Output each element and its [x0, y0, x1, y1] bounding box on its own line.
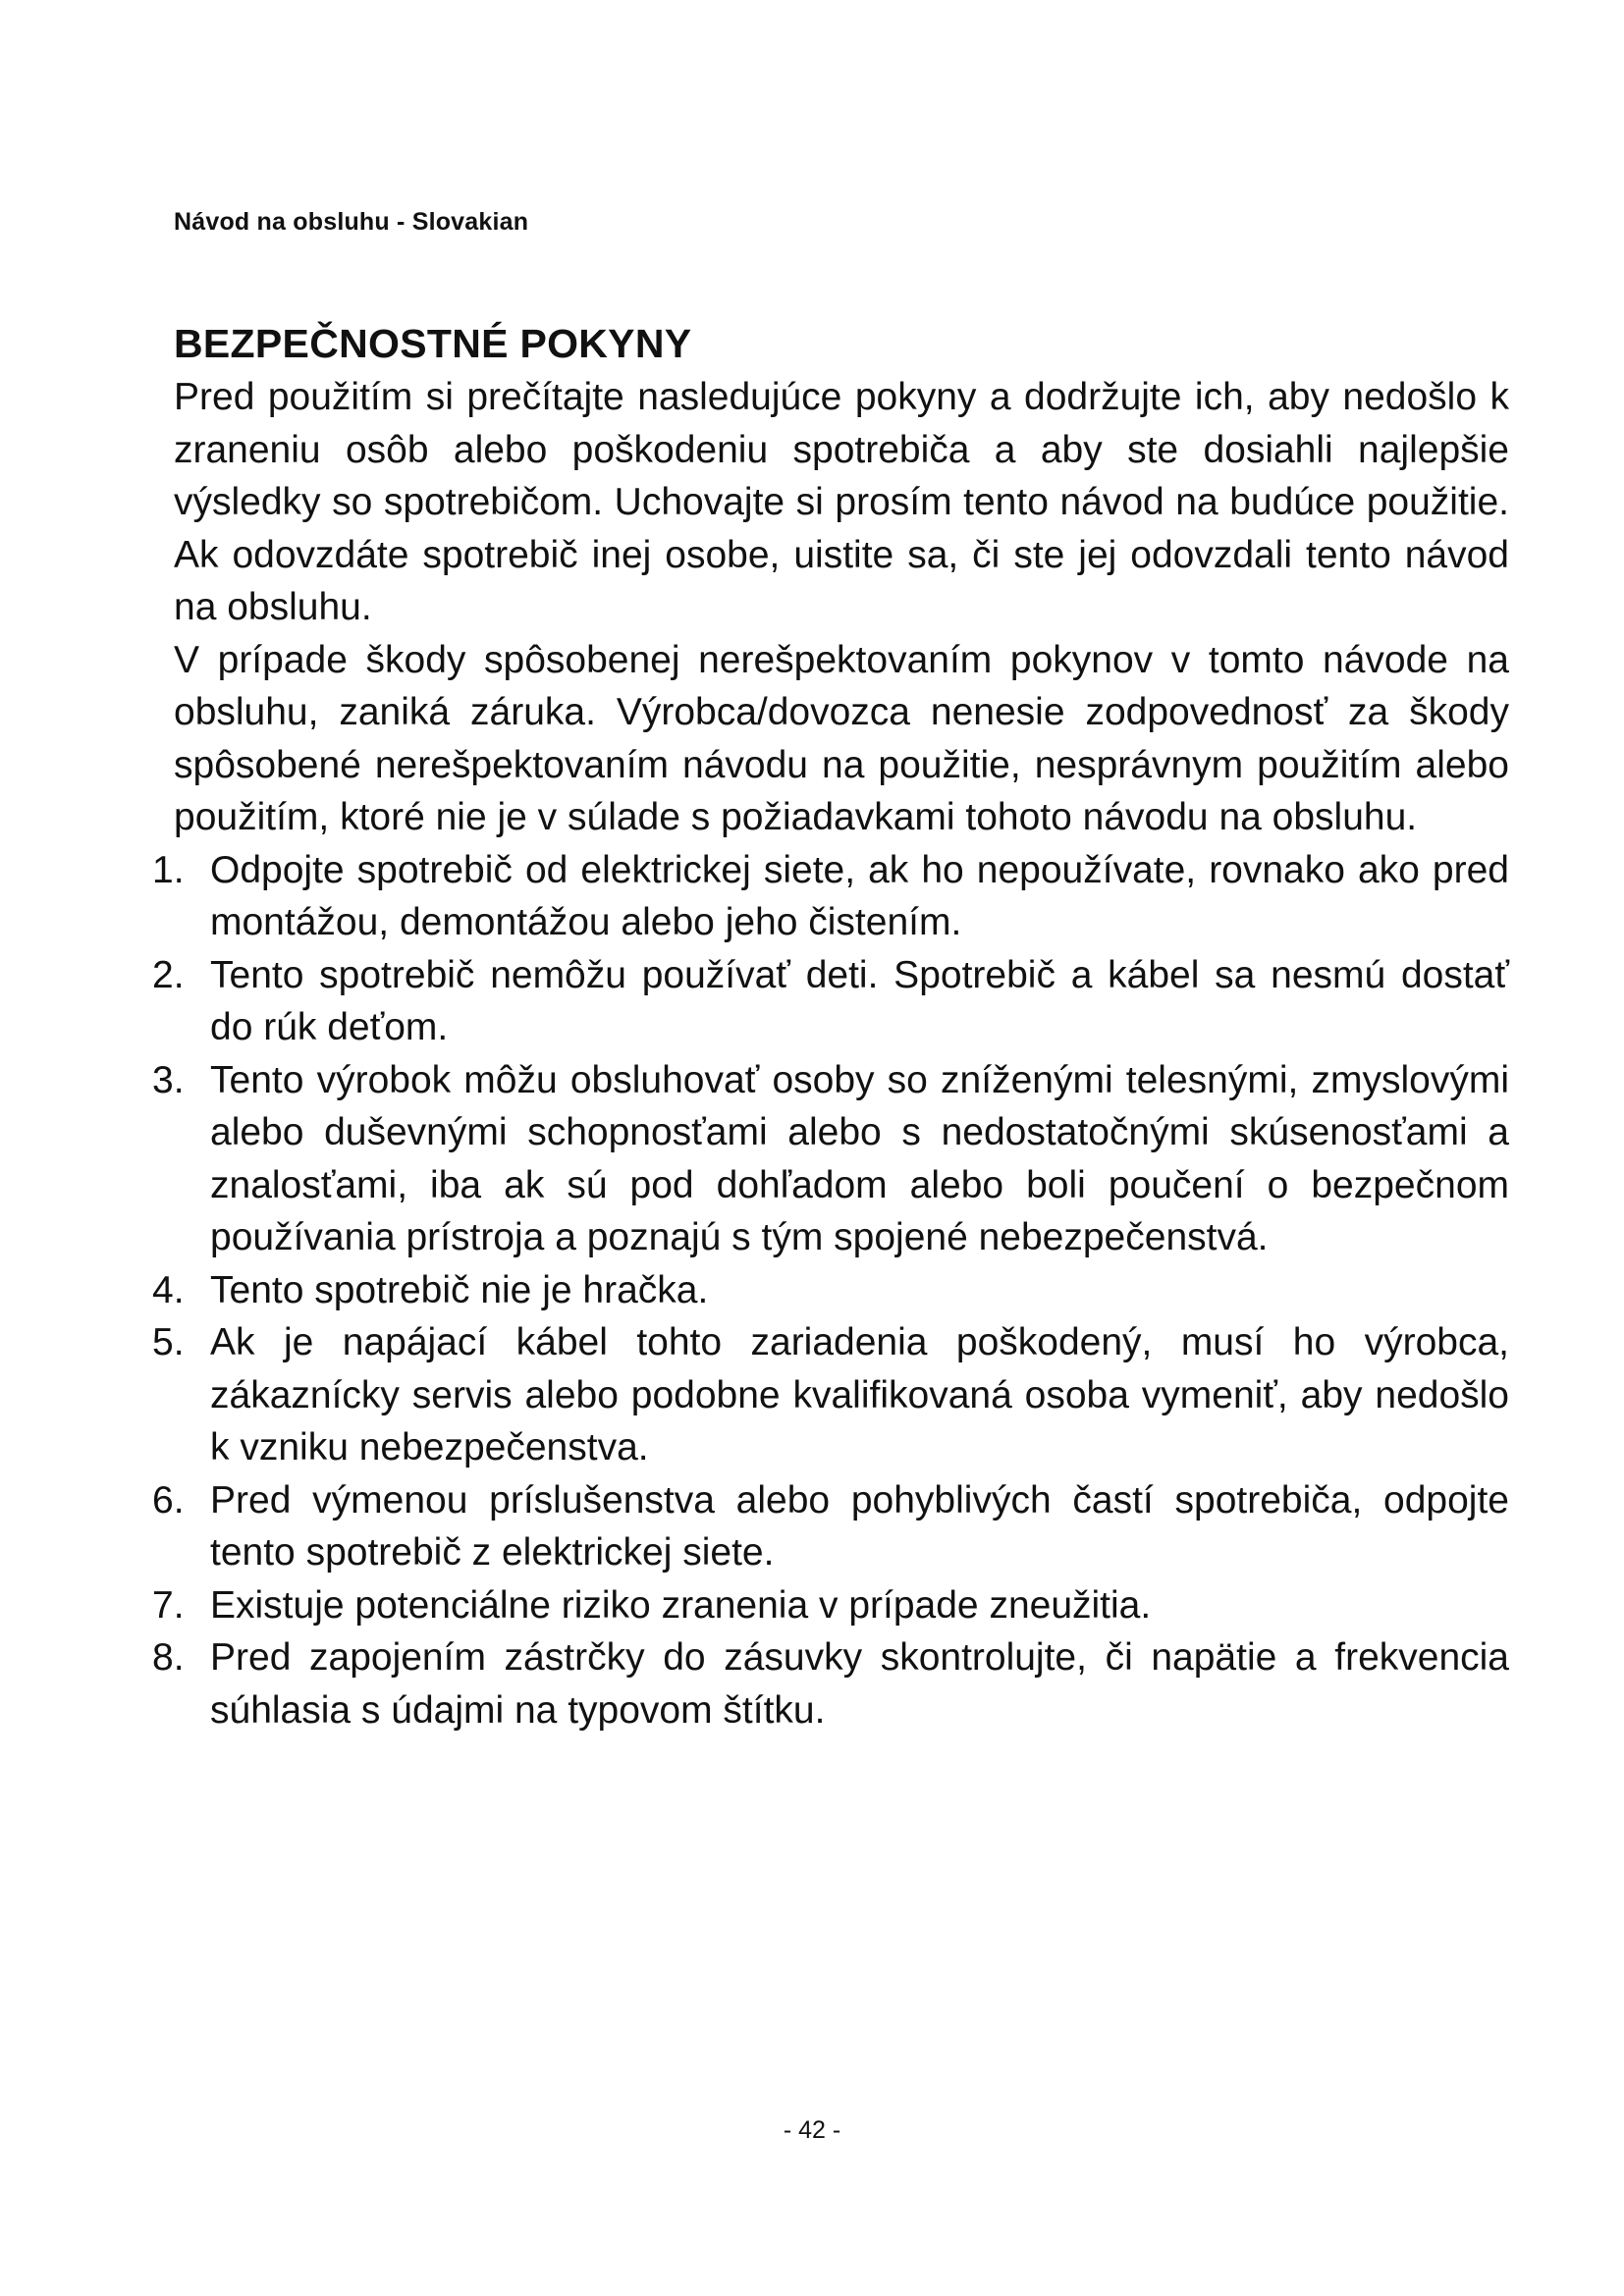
list-item	[154, 1631, 1509, 1736]
list-item-number: 1.	[152, 848, 185, 891]
list-item	[154, 1579, 1509, 1632]
list-item-number: 5.	[152, 1321, 185, 1363]
list-item-text: Ak je napájací kábel tohto zariadenia poškodený, musí ho výrobca, zákaznícky servis alebo podobne kvalifikovaná osoba vymeniť, aby nedošlo k vzniku nebezpečenstva.	[210, 1321, 1509, 1468]
list-item	[154, 1054, 1509, 1264]
content-area	[152, 316, 1509, 1736]
list-item	[154, 1316, 1509, 1474]
list-item	[154, 1474, 1509, 1579]
list-item-number: 7.	[152, 1583, 185, 1627]
list-item-text: Pred zapojením zástrčky do zásuvky skontrolujte, či napätie a frekvencia súhlasia s údajmi na typovom štítku.	[210, 1636, 1509, 1732]
intro-paragraph: Pred použitím si prečítajte nasledujúce pokyny a dodržujte ich, aby nedošlo k zraneniu osôb alebo poškodeniu spotrebiča a aby ste dosiahli najlepšie výsledky so spotrebičom. Uchovajte si prosím tento návod na budúce použitie. Ak odovzdáte spotrebič inej osobe, uistite sa, či ste jej odovzdali tento návod na obsluhu.	[174, 376, 1509, 628]
list-item-text: Tento spotrebič nemôžu používať deti. Spotrebič a kábel sa nesmú dostať do rúk deťom.	[210, 953, 1509, 1048]
list-item-text: Odpojte spotrebič od elektrickej siete, ak ho nepoužívate, rovnako ako pred montážou, demontážou alebo jeho čistením.	[210, 848, 1509, 943]
section-title: BEZPEČNOSTNÉ POKYNY	[174, 321, 692, 366]
list-item-number: 4.	[152, 1268, 185, 1311]
page-number: - 42 -	[783, 2116, 841, 2144]
list-item-number: 3.	[152, 1058, 185, 1101]
running-header: Návod na obsluhu - Slovakian	[174, 208, 529, 236]
list-item-text: Existuje potenciálne riziko zranenia v prípade zneužitia.	[210, 1583, 1152, 1627]
list-item-text: Tento spotrebič nie je hračka.	[210, 1268, 709, 1311]
list-item	[154, 949, 1509, 1054]
warranty-paragraph: V prípade škody spôsobenej nerešpektovaním pokynov v tomto návode na obsluhu, zaniká záruka. Výrobca/dovozca nenesie zodpovednosť za škody spôsobené nerešpektovaním návodu na použitie, nesprávnym použitím alebo použitím, ktoré nie je v súlade s požiadavkami tohoto návodu na obsluhu.	[174, 638, 1509, 838]
list-item	[154, 1264, 1509, 1317]
safety-instructions-list	[152, 844, 1509, 1737]
list-item-number: 8.	[152, 1636, 185, 1679]
list-item-number: 2.	[152, 953, 185, 996]
list-item-text: Tento výrobok môžu obsluhovať osoby so zníženými telesnými, zmyslovými alebo duševnými schopnosťami alebo s nedostatočnými skúsenosťami a znalosťami, iba ak sú pod dohľadom alebo boli poučení o bezpečnom používania prístroja a poznajú s tým spojené nebezpečenstvá.	[210, 1058, 1509, 1258]
list-item-number: 6.	[152, 1478, 185, 1522]
list-item	[154, 844, 1509, 949]
list-item-text: Pred výmenou príslušenstva alebo pohyblivých častí spotrebiča, odpojte tento spotrebič z elektrickej siete.	[210, 1478, 1509, 1574]
